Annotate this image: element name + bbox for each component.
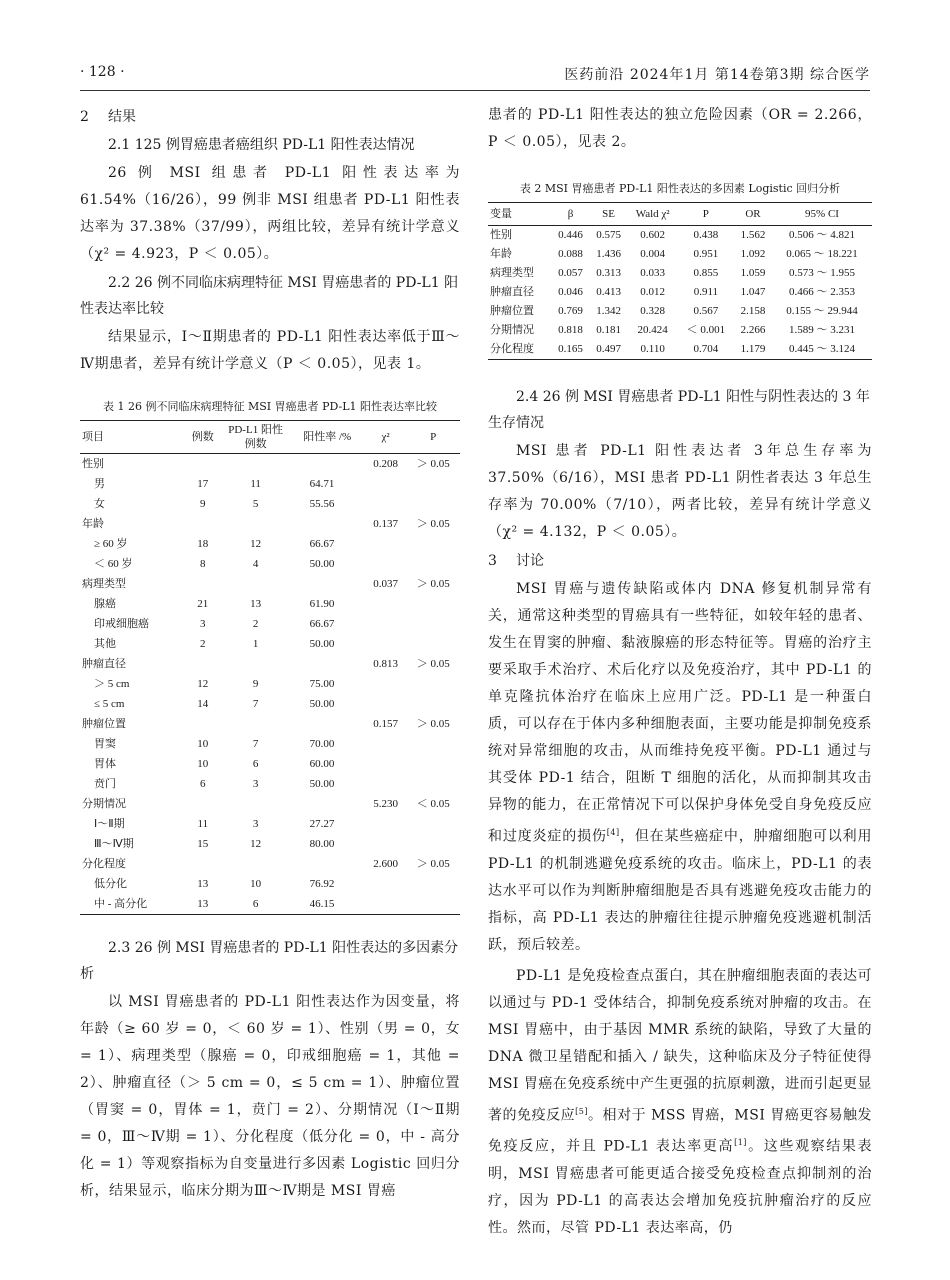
table1-cell: 50.00 <box>309 698 335 710</box>
table1-cell <box>365 774 407 794</box>
table2-cell: 性别 <box>490 229 512 241</box>
table2-cell: 2.158 <box>740 305 766 317</box>
section-2-3-heading: 2.3 26 例 MSI 胃癌患者的 PD-L1 阳性表达的多因素分析 <box>80 940 459 982</box>
table1-cell: 2 <box>200 638 206 650</box>
section-2-3-body: 以 MSI 胃癌患者的 PD-L1 阳性表达作为因变量，将年龄（≥ 60 岁 = 0，＜ 60 岁 = 1）、性别（男 = 0，女 = 1）、病理类型（腺癌 = 0，印戒细胞癌 = 1，其他 = 2）、肿瘤直径（＞ 5 cm = 0，≤ 5 cm = 1）、肿瘤位置（胃窦 = 0，胃体 = 1，贲门 = 2）、分期情况（Ⅰ～Ⅱ期 = 0，Ⅲ～Ⅳ期 = 1）、分化程度（低分化 = 0，中 - 高分化 = 1）等观察指标为自变量进行多因素 Logistic 回归分析，结果显示，临床分期为Ⅲ～Ⅳ期是 MSI 胃癌 <box>80 994 460 1199</box>
table1-cell: ＞ 0.05 <box>416 718 450 730</box>
table1-row <box>80 554 460 574</box>
table1-row <box>80 854 460 874</box>
left-column <box>80 102 460 1205</box>
table2-cell: 0.012 <box>640 286 666 298</box>
table1-row <box>80 674 460 694</box>
table1-cell: 性别 <box>82 458 104 470</box>
table2-row <box>488 302 872 321</box>
table1-cell: 50.00 <box>309 778 335 790</box>
table1-row <box>80 874 460 894</box>
table2-cell: 分化程度 <box>490 343 534 355</box>
table1-cell: ＞ 5 cm <box>94 678 130 690</box>
table2-cell: 0.704 <box>693 343 719 355</box>
table1-cell: 6 <box>252 758 259 770</box>
table1-cell <box>290 854 365 874</box>
table1-row <box>80 514 460 534</box>
table1-cell: 低分化 <box>94 878 127 890</box>
table2-cell: 0.567 <box>693 305 719 317</box>
table2-cell: 病理类型 <box>490 267 534 279</box>
table2-header: OR <box>745 208 761 220</box>
table1-cell: 9 <box>252 678 259 690</box>
table1-cell: 9 <box>200 498 206 510</box>
table1-row <box>80 774 460 794</box>
table1-cell: ≤ 5 cm <box>94 698 125 710</box>
table2-cell: 0.506 ～ 4.821 <box>789 229 856 241</box>
table2-header-row <box>488 203 872 226</box>
table1-cell: 7 <box>252 698 259 710</box>
section-2-1-body: 26 例 MSI 组患者 PD-L1 阳性表达率为 61.54%（16/26），99 例非 MSI 组患者 PD-L1 阳性表达率为 37.38%（37/99），两组比较，差异有统计学意义（χ² = 4.923，P ＜ 0.05）。 <box>80 165 460 262</box>
table1-cell <box>406 674 460 694</box>
table1-header: 项目 <box>82 431 104 443</box>
table1-cell <box>365 814 407 834</box>
table1-row <box>80 734 460 754</box>
table1-row <box>80 894 460 915</box>
table1-cell <box>406 534 460 554</box>
table1-row <box>80 694 460 714</box>
table1-cell <box>406 754 460 774</box>
table2-row <box>488 245 872 264</box>
table1-cell <box>184 854 222 874</box>
table2-cell: 0.004 <box>640 248 666 260</box>
table2-row <box>488 340 872 360</box>
table1-cell: ≥ 60 岁 <box>94 538 128 550</box>
section-2-heading: 2 结果 <box>80 109 136 125</box>
table2-cell: 0.065 ～ 18.221 <box>786 248 858 260</box>
table1-cell <box>406 634 460 654</box>
table2-cell: 0.057 <box>558 267 583 279</box>
table2-row <box>488 321 872 340</box>
table1-cell: 12 <box>250 838 262 850</box>
table1-cell: 11 <box>197 818 209 830</box>
table1-cell <box>290 654 365 674</box>
table1-row <box>80 714 460 734</box>
table1-cell <box>290 794 365 814</box>
table1-cell: 0.813 <box>373 658 398 670</box>
table1-row <box>80 754 460 774</box>
table2-cell: 20.424 <box>637 324 668 336</box>
table1-cell: 12 <box>197 678 209 690</box>
table1-cell <box>365 694 407 714</box>
table1-cell <box>406 474 460 494</box>
table1-cell <box>222 454 290 475</box>
table1-cell <box>184 574 222 594</box>
table1-cell <box>290 574 365 594</box>
table2-header: 变量 <box>490 208 512 220</box>
table1-cell: 13 <box>250 598 262 610</box>
section-2-2-body: 结果显示，Ⅰ～Ⅱ期患者的 PD-L1 阳性表达率低于Ⅲ～Ⅳ期患者，差异有统计学意义（P ＜ 0.05），见表 1。 <box>80 329 460 372</box>
citation-ref: [1] <box>734 1138 747 1148</box>
table1-cell <box>184 514 222 534</box>
table1-cell: 76.92 <box>309 878 335 890</box>
table2-cell: 1.092 <box>740 248 766 260</box>
table2-cell: 0.769 <box>558 305 583 317</box>
table1-cell <box>365 894 407 915</box>
table2-cell: 0.328 <box>640 305 666 317</box>
table1-cell: 中 - 高分化 <box>94 898 148 910</box>
table2-cell: 0.602 <box>640 229 666 241</box>
table1-cell: 胃窦 <box>94 738 116 750</box>
section-2-1-heading: 2.1 125 例胃癌患者癌组织 PD-L1 阳性表达情况 <box>108 137 415 153</box>
table1-cell: 17 <box>197 478 209 490</box>
table1-cell: ＜ 0.05 <box>416 798 450 810</box>
page-number: · 128 · <box>80 64 125 80</box>
table1-cell: 分化程度 <box>82 858 126 870</box>
table1-cell <box>406 774 460 794</box>
table1-cell: 66.67 <box>309 618 335 630</box>
section-2-2-heading: 2.2 26 例不同临床病理特征 MSI 胃癌患者的 PD-L1 阳性表达率比较 <box>80 275 459 317</box>
table1-cell <box>406 554 460 574</box>
table1-cell <box>406 494 460 514</box>
table2-cell: 0.951 <box>693 248 719 260</box>
table2-caption: 表 2 MSI 胃癌患者 PD-L1 阳性表达的多因素 Logistic 回归分析 <box>519 182 841 195</box>
table1-cell: 1 <box>252 638 259 650</box>
section-2-4-body: MSI 患者 PD-L1 阳性表达者 3年总生存率为 37.50%（6/16），MSI 患者 PD-L1 阴性者表达 3 年总生存率为 70.00%（7/10），两者比较，差异有统计学意义（χ² = 4.132，P ＜ 0.05）。 <box>488 443 872 540</box>
table2-header: β <box>567 208 574 220</box>
table2-cell: 0.033 <box>640 267 666 279</box>
table1-cell <box>365 474 407 494</box>
table2-cell: 0.413 <box>596 286 621 298</box>
table2-header: Wald χ² <box>635 208 670 220</box>
table1-cell: ＞ 0.05 <box>416 858 450 870</box>
table2-cell: 分期情况 <box>490 324 534 336</box>
table1-cell: 27.27 <box>309 818 335 830</box>
table1-cell <box>222 854 290 874</box>
table1-cell: 6 <box>200 778 206 790</box>
table1-cell: 腺癌 <box>94 598 116 610</box>
right-column <box>488 102 872 1242</box>
table1-cell: 14 <box>197 698 209 710</box>
table2-cell: 0.165 <box>558 343 583 355</box>
table2-row <box>488 283 872 302</box>
table2-cell: 0.110 <box>640 343 665 355</box>
table1-cell: ＞ 0.05 <box>416 658 450 670</box>
table1-row <box>80 834 460 854</box>
table2-row <box>488 264 872 283</box>
table1-cell <box>365 494 407 514</box>
table1-cell: 肿瘤直径 <box>82 658 126 670</box>
table2-header: SE <box>602 208 615 220</box>
table1-cell: 4 <box>252 558 259 570</box>
table1-cell: 21 <box>197 598 209 610</box>
table2-cell: 0.911 <box>693 286 719 298</box>
table1-header: 阳性率 /% <box>303 431 352 443</box>
table1-cell: 5.230 <box>373 798 398 810</box>
section-2-4-heading: 2.4 26 例 MSI 胃癌患者 PD-L1 阳性与阴性表达的 3 年生存情况 <box>488 389 870 431</box>
table1-cell: 0.157 <box>373 718 398 730</box>
table1-cell: 18 <box>197 538 209 550</box>
table1-cell: 5 <box>252 498 259 510</box>
table1-cell <box>365 734 407 754</box>
table1-cell <box>290 454 365 475</box>
table1-cell <box>184 714 222 734</box>
table1-row <box>80 494 460 514</box>
table1-cell: 3 <box>200 618 206 630</box>
table1-cell <box>406 814 460 834</box>
table1-row <box>80 474 460 494</box>
table1-row <box>80 574 460 594</box>
table1-row <box>80 594 460 614</box>
table1-cell <box>365 554 407 574</box>
table1-cell: 50.00 <box>309 638 335 650</box>
table1-cell <box>365 874 407 894</box>
table1-cell: 66.67 <box>309 538 335 550</box>
table2-cell: 1.179 <box>740 343 766 355</box>
citation-ref: [4] <box>606 828 620 837</box>
table1-cell <box>222 794 290 814</box>
table1-cell: 女 <box>94 498 105 510</box>
table1-cell: 分期情况 <box>82 798 126 810</box>
section-2-3-body-continued: 患者的 PD-L1 阳性表达的独立危险因素（OR = 2.266，P ＜ 0.05），见表 2。 <box>488 107 872 150</box>
table1-row <box>80 654 460 674</box>
table1-header: χ² <box>381 431 390 443</box>
table1-cell <box>406 614 460 634</box>
table1-cell: 13 <box>197 898 209 910</box>
table2-cell: 肿瘤位置 <box>490 305 534 317</box>
table2-cell: 1.562 <box>740 229 766 241</box>
table1-header: PD-L1 阳性例数 <box>228 424 283 450</box>
table1-cell <box>222 574 290 594</box>
table1-header: 例数 <box>191 431 214 443</box>
table1-cell: ＞ 0.05 <box>416 458 450 470</box>
table2-cell: 肿瘤直径 <box>490 286 534 298</box>
table1-cell <box>184 654 222 674</box>
table1-cell: 61.90 <box>309 598 335 610</box>
table1-cell <box>406 834 460 854</box>
table2-cell: 2.266 <box>740 324 766 336</box>
table2-cell: 0.855 <box>693 267 719 279</box>
table1-cell: 64.71 <box>309 478 335 490</box>
table1-row <box>80 534 460 554</box>
table1-cell: 10 <box>197 758 209 770</box>
table1-cell <box>406 894 460 915</box>
table1-header: P <box>430 431 437 443</box>
table1-cell: Ⅰ～Ⅱ期 <box>94 818 125 830</box>
table1-cell: 80.00 <box>309 838 335 850</box>
table1-cell: 肿瘤位置 <box>82 718 126 730</box>
table1-cell <box>365 594 407 614</box>
table1-cell <box>290 514 365 534</box>
table1-cell: 3 <box>252 778 259 790</box>
table1-cell: ＞ 0.05 <box>416 518 450 530</box>
table1-cell: 0.037 <box>373 578 398 590</box>
table2-cell: 0.818 <box>558 324 583 336</box>
table1-cell: Ⅲ～Ⅳ期 <box>94 838 134 850</box>
table1-cell: 8 <box>200 558 206 570</box>
table1-cell: 75.00 <box>309 678 335 690</box>
section-3-heading: 3 讨论 <box>488 553 544 569</box>
table2-cell: 1.589 ～ 3.231 <box>789 324 856 336</box>
table1-cell: 印戒细胞癌 <box>94 618 149 630</box>
table1-row <box>80 454 460 475</box>
table1-caption: 表 1 26 例不同临床病理特征 MSI 胃癌患者 PD-L1 阳性表达率比较 <box>102 400 438 413</box>
table2-cell: 0.181 <box>596 324 621 336</box>
table1-cell: 6 <box>252 898 259 910</box>
table1-cell <box>290 714 365 734</box>
running-header <box>80 62 870 91</box>
discussion-paragraph-1: MSI 胃癌与遗传缺陷或体内 DNA 修复机制异常有关，通常这种类型的胃癌具有一些特征，如较年轻的患者、发生在胃窦的肿瘤、黏液腺癌的形态特征等。胃癌的治疗主要采取手术治疗、术后化疗以及免疫治疗，其中 PD-L1 的单克隆抗体治疗在临床上应用广泛。PD-L1 是一种蛋白质，可以存在于体内多种细胞表面，主要功能是抑制免疫系统对异常细胞的攻击，从而维持免疫平衡。PD-L1 通过与其受体 PD-1 结合，阻断 T 细胞的活化，从而抑制其攻击异物的能力，在正常情况下可以保护身体免受自身免疫反应和过度炎症的损伤[4]，但在某些癌症中，肿瘤细胞可以利用 PD-L1 的机制逃避免疫系统的攻击。临床上，PD-L1 的表达水平可以作为判断肿瘤细胞是否具有逃避免疫攻击能力的指标，高 PD-L1 表达的肿瘤往往提示肿瘤免疫逃避机制活跃，预后较差。 <box>488 581 873 953</box>
table2-cell: 0.573 ～ 1.955 <box>789 267 856 279</box>
table1-cell: 7 <box>252 738 259 750</box>
table2-cell: 1.047 <box>740 286 766 298</box>
table1-cell <box>184 454 222 475</box>
table2-cell: 1.436 <box>596 248 621 260</box>
table2-cell: 0.313 <box>596 267 621 279</box>
table1-cell: 贲门 <box>94 778 116 790</box>
table1-cell <box>222 714 290 734</box>
table1-cell <box>365 634 407 654</box>
table1-cell <box>406 594 460 614</box>
table1-row <box>80 794 460 814</box>
table1-cell: 2.600 <box>373 858 398 870</box>
table1-cell <box>365 674 407 694</box>
table1-cell: 60.00 <box>309 758 335 770</box>
table2-cell: 1.342 <box>596 305 621 317</box>
table1-cell: 10 <box>250 878 262 890</box>
table1-cell: 0.208 <box>373 458 398 470</box>
table1-cell: 15 <box>197 838 209 850</box>
table1-cell: 10 <box>197 738 209 750</box>
table1-cell: 55.56 <box>309 498 335 510</box>
table2-cell: 0.497 <box>596 343 621 355</box>
table2-header: P <box>702 208 709 220</box>
table1-cell: 男 <box>94 478 105 490</box>
table2-cell: 年龄 <box>490 248 512 260</box>
table1-header-row <box>80 421 460 454</box>
table1-cell: 0.137 <box>373 518 398 530</box>
table1-cell: 病理类型 <box>82 578 126 590</box>
table1-cell <box>222 514 290 534</box>
table1-cell <box>406 874 460 894</box>
table1-cell: 年龄 <box>82 518 104 530</box>
table1-cell: 2 <box>252 618 259 630</box>
table1-row <box>80 814 460 834</box>
table1-cell: ＜ 60 岁 <box>94 558 133 570</box>
table1-cell <box>365 834 407 854</box>
table2-cell: 0.155 ～ 29.944 <box>786 305 858 317</box>
table1-cell: 13 <box>197 878 209 890</box>
table2-cell: 0.046 <box>558 286 583 298</box>
table1-cell <box>365 754 407 774</box>
table1-row <box>80 634 460 654</box>
table2-cell: ＜ 0.001 <box>686 324 726 336</box>
table1-cell: 11 <box>250 478 261 490</box>
table1-cell: 50.00 <box>309 558 335 570</box>
table1-cell: 70.00 <box>309 738 335 750</box>
table1-cell: 46.15 <box>309 898 335 910</box>
table1-cell <box>365 614 407 634</box>
table1-cell <box>406 694 460 714</box>
table2-cell: 1.059 <box>740 267 766 279</box>
table2 <box>488 202 872 360</box>
table2-cell: 0.466 ～ 2.353 <box>789 286 856 298</box>
table1-cell: 12 <box>250 538 262 550</box>
table2-cell: 0.445 ～ 3.124 <box>789 343 856 355</box>
table1-cell: 其他 <box>94 638 116 650</box>
table2-cell: 0.088 <box>558 248 583 260</box>
table1-row <box>80 614 460 634</box>
table2-header: 95% CI <box>805 208 839 220</box>
table1-cell <box>184 794 222 814</box>
table1-cell: 胃体 <box>94 758 116 770</box>
table2-cell: 0.575 <box>596 229 621 241</box>
table1-cell: 3 <box>252 818 259 830</box>
table2-row <box>488 226 872 246</box>
table1-cell <box>365 534 407 554</box>
table1 <box>80 420 460 915</box>
table1-cell <box>406 734 460 754</box>
table2-cell: 0.446 <box>558 229 583 241</box>
table2-cell: 0.438 <box>693 229 719 241</box>
table1-cell: ＞ 0.05 <box>416 578 450 590</box>
journal-info: 医药前沿 2024年1月 第14卷第3期 综合医学 <box>564 67 870 83</box>
citation-ref: [5] <box>575 1106 588 1116</box>
table1-cell <box>222 654 290 674</box>
discussion-paragraph-2: PD-L1 是免疫检查点蛋白，其在肿瘤细胞表面的表达可以通过与 PD-1 受体结合，抑制免疫系统对肿瘤的攻击。在 MSI 胃癌中，由于基因 MMR 系统的缺陷，导致了大量的 DNA 微卫星错配和插入 / 缺失，这种临床及分子特征使得 MSI 胃癌在免疫系统中产生更强的抗原刺激，进而引起更显著的免疫反应[5]。相对于 MSS 胃癌，MSI 胃癌更容易触发免疫反应，并且 PD-L1 表达率更高[1]。这些观察结果表明，MSI 胃癌患者可能更适合接受免疫检查点抑制剂的治疗，因为 PD-L1 的高表达会增加免疫抗肿瘤治疗的反应性。然而，尽管 PD-L1 表达率高，仍 <box>488 967 873 1236</box>
